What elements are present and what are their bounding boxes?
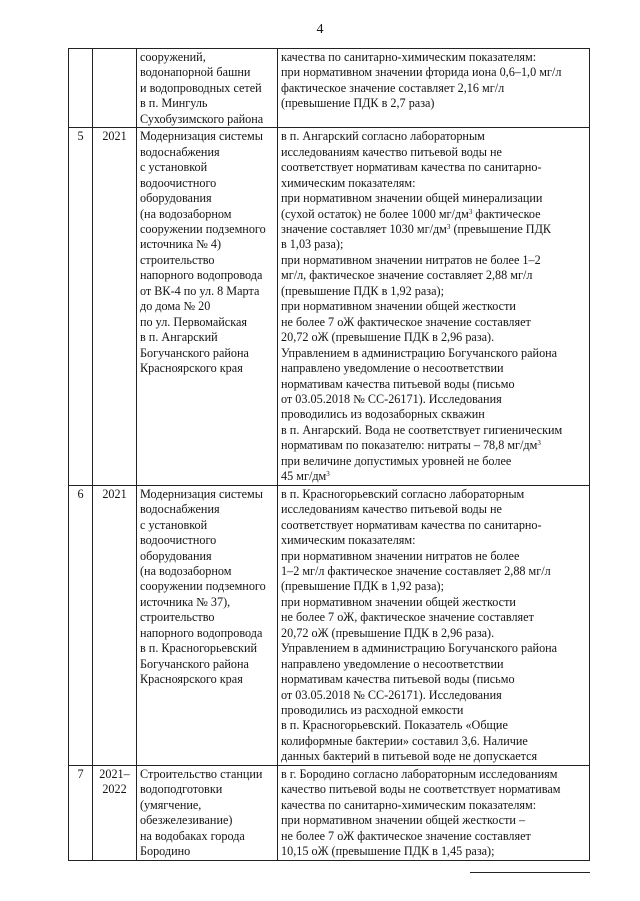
text-line: напорного водопровода xyxy=(140,268,263,283)
text-line: данных бактерий в питьевой воде не допускается xyxy=(281,749,538,764)
text-line: Управлением в администрацию Богучанского района xyxy=(281,641,558,656)
text-line: от 03.05.2018 № СС-26171). Исследования xyxy=(281,391,502,406)
text-line: качества по санитарно-химическим показателям: xyxy=(281,797,537,812)
text-line: исследованиям качество питьевой воды не xyxy=(281,144,502,159)
text-line: строительство xyxy=(140,610,215,625)
text-line: Красноярского края xyxy=(140,672,243,687)
row-description xyxy=(278,765,590,860)
text-line: при нормативном значении общей жесткости xyxy=(281,299,516,314)
text-line: качество питьевой воды не соответствует нормативам xyxy=(281,782,561,797)
row-year: 2021 xyxy=(93,128,137,485)
text-line: мг/л, фактическое значение составляет 2,88 мг/л xyxy=(281,268,533,283)
table-row xyxy=(69,485,590,765)
text-line: (превышение ПДК в 1,92 раза); xyxy=(281,283,444,298)
text-line: в п. Ангарский. Вода не соответствует гигиеническим xyxy=(281,422,563,437)
text-line: качества по санитарно-химическим показателям: xyxy=(281,50,537,64)
text-line: в п. Мингуль xyxy=(140,96,208,111)
text-line: по ул. Первомайская xyxy=(140,314,247,329)
text-line: 10,15 оЖ (превышение ПДК в 1,45 раза); xyxy=(281,844,495,859)
text-line: 2022 xyxy=(102,782,127,797)
row-number xyxy=(69,49,93,128)
text-line: Модернизация системы xyxy=(140,486,263,501)
text-line: соответствует нормативам качества по санитарно- xyxy=(281,517,542,532)
text-line: 45 $мг/дм^3$ xyxy=(281,469,330,484)
text-line: (превышение ПДК в 1,92 раза); xyxy=(281,579,444,594)
bottom-rule xyxy=(470,872,590,873)
text-line: соответствует нормативам качества по санитарно- xyxy=(281,160,542,175)
text-line: фактическое значение составляет 2,16 мг/л xyxy=(281,80,505,95)
text-line: в п. Ангарский согласно лабораторным xyxy=(281,129,485,144)
text-line: направлено уведомление о несоответствии xyxy=(281,656,504,671)
text-line: источника № 37), xyxy=(140,594,231,609)
text-line: химическим показателям: xyxy=(281,533,416,548)
text-line: химическим показателям: xyxy=(281,175,416,190)
text-line: водоочистного xyxy=(140,533,217,548)
row-description xyxy=(278,485,590,765)
text-line: проводились из расходной емкости xyxy=(281,703,464,718)
text-line: источника № 4) xyxy=(140,237,222,252)
text-line: проводились из водозаборных скважин xyxy=(281,407,485,422)
text-line: с установкой xyxy=(140,517,208,532)
text-line: на водобаках города xyxy=(140,828,245,843)
row-year xyxy=(93,49,137,128)
text-line: нормативам качества питьевой воды (письмо xyxy=(281,376,515,391)
text-line: сооружении подземного xyxy=(140,221,266,236)
row-number: 7 xyxy=(69,765,93,860)
text-line: колиформные бактерии» составил 3,6. Наличие xyxy=(281,733,528,748)
text-line: строительство xyxy=(140,252,215,267)
text-line: Бородино xyxy=(140,844,191,859)
text-line: нормативам по показателю: нитраты – 78,8 $мг/дм^3$ xyxy=(281,438,541,453)
text-line: (на водозаборном xyxy=(140,206,232,221)
text-line: при нормативном значении общей жесткости xyxy=(281,594,516,609)
text-line: Модернизация системы xyxy=(140,129,263,144)
text-line: 20,72 оЖ (превышение ПДК в 2,96 раза). xyxy=(281,625,495,640)
text-line: 2021– xyxy=(99,766,130,781)
text-line: (превышение ПДК в 2,7 раза) xyxy=(281,96,435,111)
text-line: при нормативном значении фторида иона 0,6–1,0 мг/л xyxy=(281,65,562,80)
text-line: исследованиям качество питьевой воды не xyxy=(281,502,502,517)
water-quality-table xyxy=(68,48,590,861)
text-line: с установкой xyxy=(140,160,208,175)
text-line: в п. Ангарский xyxy=(140,330,218,345)
row-object xyxy=(137,49,278,128)
text-line: от 03.05.2018 № СС-26171). Исследования xyxy=(281,687,502,702)
text-line: при нормативном значении общей минерализации xyxy=(281,191,543,206)
row-object xyxy=(137,128,278,485)
text-line: оборудования xyxy=(140,191,212,206)
text-line: Богучанского района xyxy=(140,345,249,360)
text-line: Красноярского края xyxy=(140,361,243,376)
text-line: водонапорной башни xyxy=(140,65,251,80)
row-number: 5 xyxy=(69,128,93,485)
text-line: сооружении подземного xyxy=(140,579,266,594)
row-year: 2021 xyxy=(93,485,137,765)
text-line: в 1,03 раза); xyxy=(281,237,344,252)
text-line: (на водозаборном xyxy=(140,563,232,578)
text-line: напорного водопровода xyxy=(140,625,263,640)
row-description xyxy=(278,49,590,128)
text-line: Богучанского района xyxy=(140,656,249,671)
text-line: Строительство станции xyxy=(140,766,263,781)
text-line: водоподготовки xyxy=(140,782,223,797)
row-description xyxy=(278,128,590,485)
text-line: при нормативном значении общей жесткости – xyxy=(281,813,526,828)
text-line: сооружений, xyxy=(140,50,206,64)
text-line: оборудования xyxy=(140,548,212,563)
text-line: водоснабжения xyxy=(140,502,220,517)
text-line: при величине допустимых уровней не более xyxy=(281,453,512,468)
text-line: (умягчение, xyxy=(140,797,202,812)
page-number: 4 xyxy=(316,22,324,37)
text-line: Сухобузимского района xyxy=(140,111,264,126)
text-line: не более 7 оЖ, фактическое значение составляет xyxy=(281,610,534,625)
text-line: до дома № 20 xyxy=(140,299,211,314)
text-line: не более 7 оЖ фактическое значение составляет xyxy=(281,828,531,843)
text-line: от ВК-4 по ул. 8 Марта xyxy=(140,283,260,298)
text-line: в п. Красногорьевский. Показатель «Общие xyxy=(281,718,508,733)
text-line: при нормативном значении нитратов не более 1–2 xyxy=(281,252,541,267)
row-number: 6 xyxy=(69,485,93,765)
text-line: в п. Красногорьевский xyxy=(140,641,257,656)
text-line: Управлением в администрацию Богучанского района xyxy=(281,345,558,360)
row-object xyxy=(137,485,278,765)
text-line: водоочистного xyxy=(140,175,217,190)
text-line: обезжелезивание) xyxy=(140,813,233,828)
text-line: при нормативном значении нитратов не более xyxy=(281,548,520,563)
text-line: 1–2 мг/л фактическое значение составляет 2,88 мг/л xyxy=(281,563,551,578)
text-line: в г. Бородино согласно лабораторным исследованиям xyxy=(281,766,558,781)
text-line: значение составляет 1030 $мг/дм^3$ (превышение ПДК xyxy=(281,221,552,236)
text-line: нормативам качества питьевой воды (письмо xyxy=(281,672,515,687)
text-line: (сухой остаток) не более 1000 $мг/дм^3$ фактическое xyxy=(281,206,541,221)
text-line: в п. Красногорьевский согласно лабораторным xyxy=(281,486,525,501)
text-line: 20,72 оЖ (превышение ПДК в 2,96 раза). xyxy=(281,330,495,345)
text-line: водоснабжения xyxy=(140,144,220,159)
table-row xyxy=(69,128,590,485)
table-row xyxy=(69,765,590,860)
table-row xyxy=(69,49,590,128)
text-line: направлено уведомление о несоответствии xyxy=(281,361,504,376)
text-line: и водопроводных сетей xyxy=(140,80,262,95)
row-year xyxy=(93,765,137,860)
text-line: не более 7 оЖ фактическое значение составляет xyxy=(281,314,531,329)
row-object xyxy=(137,765,278,860)
